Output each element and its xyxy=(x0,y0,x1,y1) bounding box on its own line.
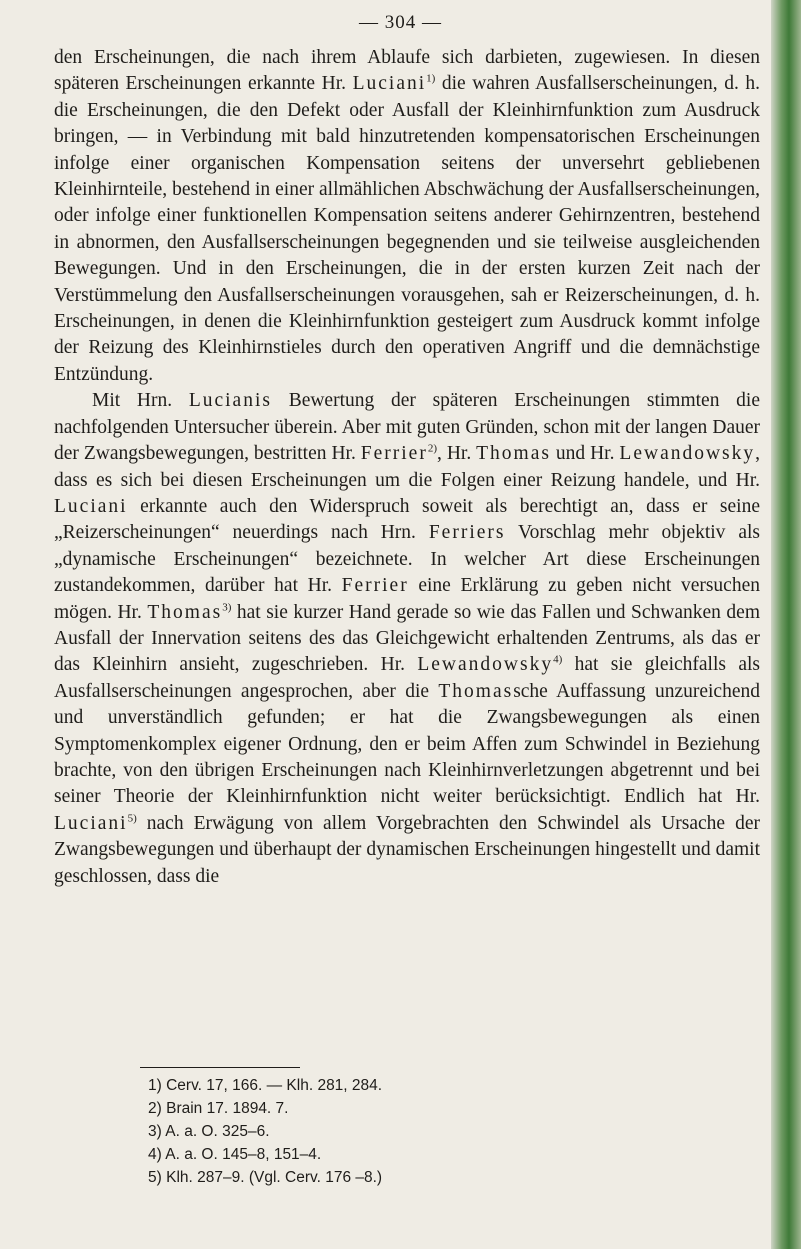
footnote-marker: 3) xyxy=(222,601,232,614)
text-run: eine Erklärung zu geben nicht versuchen mögen. Hr. xyxy=(54,575,760,623)
text-run: hat sie gleichfalls als Ausfallserscheinungen angesprochen, aber die xyxy=(54,654,760,702)
text-run: den Erscheinungen, die nach ihrem Ablaufe sich darbieten, zugewiesen. In diesen späteren Erscheinungen erkannte Hr. xyxy=(54,47,760,95)
text-run: , dass es sich bei diesen Erscheinungen um die Folgen einer Reizung handele, und Hr. xyxy=(54,443,761,491)
paragraph xyxy=(54,388,760,890)
text-run: Vorschlag mehr objektiv als „dynamische Erscheinungen“ bezeichnete. In welcher Art diese Erscheinungen zustandekommen, darüber hat Hr. xyxy=(54,522,760,597)
author-name: Thomas xyxy=(147,601,223,623)
author-name: Lucianis xyxy=(188,390,272,412)
author-name: Luciani xyxy=(54,812,128,834)
footnote-rule xyxy=(140,1067,300,1068)
footnote-marker: 1) xyxy=(426,72,436,85)
author-name: Luciani xyxy=(352,73,427,95)
footnote-marker: 4) xyxy=(553,653,563,666)
footnote xyxy=(148,1143,628,1166)
footnote xyxy=(148,1166,628,1189)
footnote-text: A. a. O. 325–6. xyxy=(165,1123,270,1140)
body-text xyxy=(54,45,760,890)
footnote xyxy=(148,1097,628,1120)
author-name: Lewandowsky xyxy=(417,654,554,676)
text-run: Mit Hrn. xyxy=(92,390,189,412)
footnote-number: 5) xyxy=(148,1169,162,1186)
text-run: erkannte auch den Widerspruch soweit als berechtigt an, dass er seine „Reizerscheinungen“ neuerdings nach Hrn. xyxy=(54,495,760,544)
footnote-text: A. a. O. 145–8, 151–4. xyxy=(165,1146,322,1163)
page-number: — 304 — xyxy=(359,12,442,33)
footnote-number: 2) xyxy=(148,1100,162,1117)
text-run: , Hr. xyxy=(437,443,477,465)
author-name: Lewandowsky xyxy=(619,443,756,465)
footnote xyxy=(148,1074,628,1097)
text-run: sche Auffassung unzureichend und unverständlich gefunden; er hat die Zwangsbewegungen als einen Symptomenkomplex eigener Ordnung, den er beim Affen zum Schwindel in Beziehung brachte, von den übrigen Erscheinungen nach Kleinhirnverletzungen abgetrennt und bei seiner Theorie der Kleinhirnfunktion nicht weiter berücksichtigt. Endlich hat Hr. xyxy=(54,680,760,808)
author-name: Thomas xyxy=(476,443,551,465)
author-name: Ferrier xyxy=(360,443,428,465)
footnote-number: 1) xyxy=(148,1077,162,1094)
footnotes xyxy=(148,1074,628,1189)
author-name: Luciani xyxy=(54,495,128,517)
page-edge-binding xyxy=(771,0,801,1249)
footnote-number: 3) xyxy=(148,1123,162,1140)
footnote-text: Cerv. 17, 166. — Klh. 281, 284. xyxy=(166,1077,383,1094)
text-run: hat sie kurzer Hand gerade so wie das Fallen und Schwanken dem Ausfall der Innervation seitens des das Gleichgewicht erhaltenden Zentrums, als das er das Kleinhirn ansieht, zugeschrieben. Hr. xyxy=(54,601,760,676)
author-name: Ferrier xyxy=(341,575,409,597)
footnote-marker: 2) xyxy=(427,442,437,455)
footnote-number: 4) xyxy=(148,1146,162,1163)
text-run: nach Erwägung von allem Vorgebrachten den Schwindel als Ursache der Zwangsbewegungen und überhaupt der dynamischen Erscheinungen hingestellt und damit geschlossen, dass die xyxy=(54,812,760,887)
text-run: Bewertung der späteren Erscheinungen stimmten die nachfolgenden Untersucher überein. Aber mit guten Gründen, schon mit der langen Dauer der Zwangsbewegungen, bestritten Hr. xyxy=(54,390,760,465)
footnote-marker: 5) xyxy=(127,812,137,825)
text-run: und Hr. xyxy=(550,443,620,465)
text-run: die wahren Ausfallserscheinungen, d. h. die Erscheinungen, die den Defekt oder Ausfall der Kleinhirnfunktion zum Ausdruck bringen, — in Verbindung mit bald hinzutretenden kompensatorischen Erscheinungen infolge einer organischen Kompensation seitens der unversehrt gebliebenen Kleinhirnteile, bestehend in einer allmählichen Abschwächung der Ausfallserscheinungen, oder infolge einer funktionellen Kompensation seitens anderer Gehirnzentren, bestehend in abnormen, den Ausfallserscheinungen begegnenden und sie teilweise ausgleichenden Bewegungen. Und in den Erscheinungen, die in der ersten kurzen Zeit nach der Verstümmelung den Ausfallserscheinungen vorausgehen, sah er Reizerscheinungen, d. h. Erscheinungen, in denen die Kleinhirnfunktion gesteigert zum Ausdruck kommt infolge der Reizung des Kleinhirnstieles durch den operativen Angriff und die demnächstige Entzündung. xyxy=(54,73,761,385)
paragraph xyxy=(54,45,760,388)
author-name: Ferriers xyxy=(428,522,506,544)
author-name: Thomas xyxy=(438,680,514,702)
footnote-text: Klh. 287–9. (Vgl. Cerv. 176 –8.) xyxy=(166,1169,383,1186)
footnote xyxy=(148,1120,628,1143)
footnote-text: Brain 17. 1894. 7. xyxy=(166,1100,289,1117)
